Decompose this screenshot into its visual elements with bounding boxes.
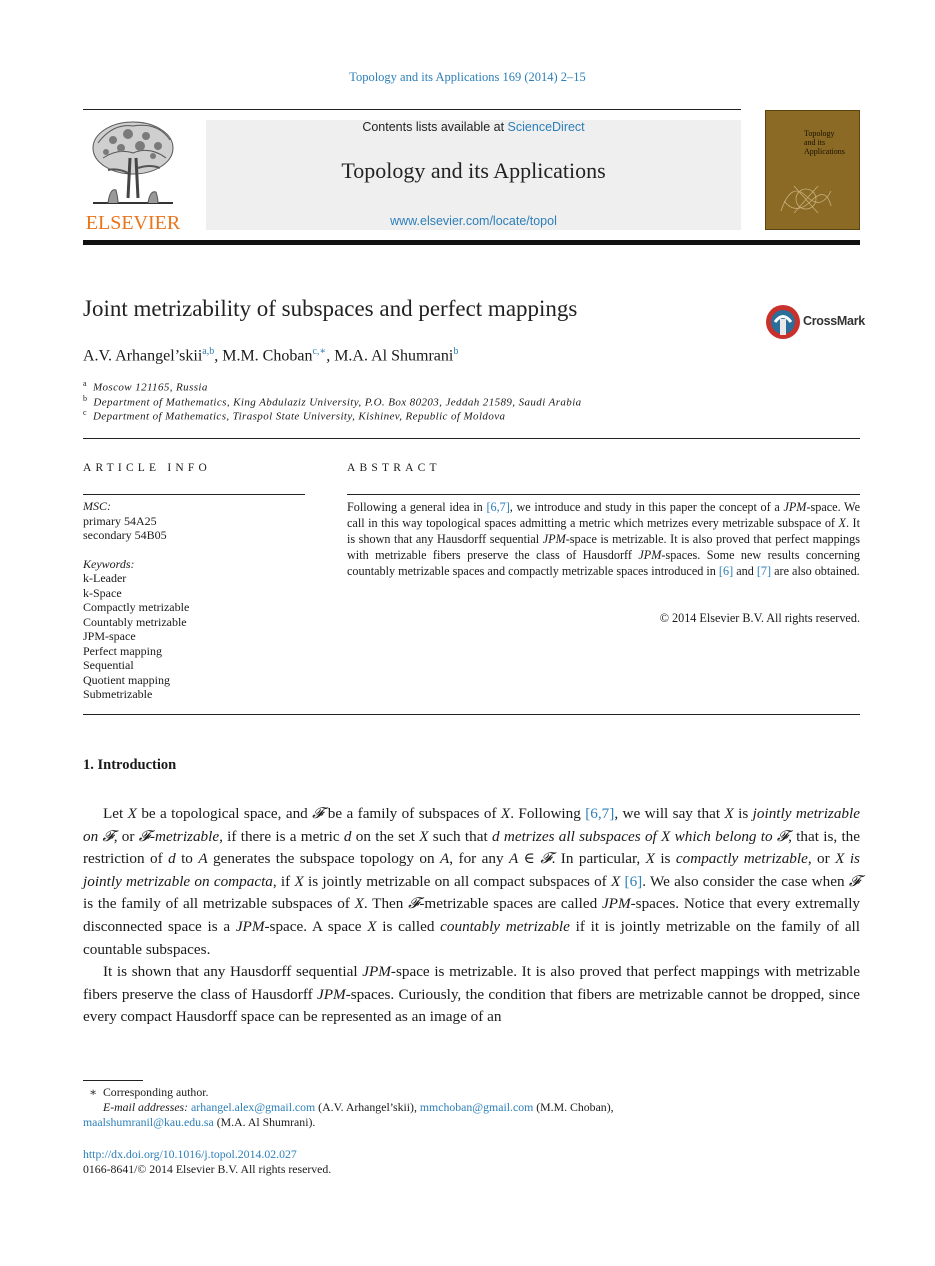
cover-title-line: Applications [804,147,845,156]
journal-reference-link[interactable]: Topology and its Applications 169 (2014) 2–15 [349,70,586,84]
article-title: Joint metrizability of subspaces and perfect mappings [83,296,578,321]
abstract-rule [347,494,860,495]
doi-link[interactable]: http://dx.doi.org/10.1016/j.topol.2014.02.027 [83,1147,297,1161]
author-separator: , [214,347,223,365]
citation-link[interactable]: [6] [624,872,643,890]
doi-block [83,1147,331,1177]
cover-artwork-icon [776,171,836,221]
keyword-item: k-Space [83,585,122,600]
affiliation-a [83,379,208,394]
keyword-item: Compactly metrizable [83,600,190,614]
email-link[interactable]: mmchoban@gmail.com [419,1100,534,1114]
author-affiliation-mark[interactable]: a,b [202,346,215,357]
section-heading-introduction: 1. Introduction [83,757,177,773]
journal-homepage-link[interactable]: www.elsevier.com/locate/topol [390,214,557,228]
affiliation-b [83,394,582,409]
keyword-item: Sequential [83,658,134,672]
sciencedirect-link[interactable]: ScienceDirect [507,120,585,134]
affiliation-mark: c [83,408,87,417]
affiliation-divider [83,438,860,439]
elsevier-wordmark: ELSEVIER [85,212,181,234]
email-link[interactable]: maalshumranil@kau.edu.sa [83,1115,214,1129]
keywords-label: Keywords: [83,556,135,571]
contents-line [206,120,741,134]
author-separator: , [326,347,335,365]
footnote-rule [83,1080,143,1081]
crossmark-badge[interactable] [765,303,865,341]
footnotes: ∗ Corresponding author. E-mail addresses: arhangel.alex@gmail.com (A.V. Arhangel’skii), mmchoban@gmail.com (M.M. Choban), maalshumranil@kau.edu.sa (M.A. Al Shumrani). [83,1085,614,1129]
affiliation-mark: b [83,394,88,403]
article-info-list [83,499,189,702]
affiliation-text: Department of Mathematics, Tiraspol State University, Kishinev, Republic of Moldova [92,410,506,423]
msc-label: MSC: [83,499,111,513]
email-label: E-mail addresses: [103,1100,189,1114]
cover-title-line: Topology [804,129,835,138]
msc-code: secondary 54B05 [83,528,167,542]
issn-line: 0166-8641/© 2014 Elsevier B.V. All rights reserved. [83,1162,332,1176]
citation-link[interactable]: [6] [718,564,734,578]
header-top-rule [83,109,741,110]
footnote-star: ∗ [89,1085,98,1099]
affiliation-text: Department of Mathematics, King Abdulaziz University, P.O. Box 80203, Jeddah 21589, Saudi Arabia [93,396,582,409]
contents-prefix: Contents lists available at [362,120,505,134]
crossmark-label: CrossMark [803,314,865,328]
keyword-item: JPM-space [83,629,136,643]
keyword-item: Countably metrizable [83,614,187,629]
cover-title-line: and its [804,138,826,147]
abstract-divider [83,714,860,715]
journal-title: Topology and its Applications [341,158,606,183]
citation-link[interactable]: [7] [756,564,772,578]
elsevier-logo[interactable] [83,118,183,233]
keyword-item: Quotient mapping [83,672,170,687]
paragraph: Let X be a topological space, and 𝓕 be a family of subspaces of X. Following [6,7], we will say that X is jointly metrizable on 𝓕, or 𝓕-metrizable, if there is a metric d on the set X such that d metrizes all subspaces of X which belong to 𝓕, that is, the restriction of d to A generates the subspace topology on A, for any A ∈ 𝓕. In particular, X is compactly metrizable, or X is jointly metrizable on compacta, if X is jointly metrizable on all compact subspaces of X [6]. We also consider the case when 𝓕 is the family of all metrizable subspaces of X. Then 𝓕-metrizable spaces are called JPM-spaces. Notice that every extremally disconnected space is a JPM-space. A space X is called countably metrizable if it is jointly metrizable on the family of all countable subspaces. [83,805,861,958]
author-affiliation-mark[interactable]: c,∗ [312,346,327,357]
citation-link[interactable]: [6,7] [486,500,510,514]
paragraph: It is shown that any Hausdorff sequential JPM-space is metrizable. It is also proved that perfect mappings with metrizable fibers preserve the class of Hausdorff JPM-spaces. Curiously, the condition that fibers are metrizable cannot be dropped, since every compact Hausdorff space can be represented as an image of an [83,963,860,1026]
crossmark-icon [765,303,801,341]
cover-title [804,129,845,156]
keyword-item: Submetrizable [83,687,153,701]
introduction-body [83,803,860,1029]
author-affiliation-mark[interactable]: b [453,346,459,357]
author-name[interactable]: M.M. Choban [222,347,313,365]
abstract-heading: ABSTRACT [347,462,441,474]
abstract-text: Following a general idea in [6,7], we introduce and study in this paper the concept of a JPM-space. We call in this way topological spaces admitting a metric which metrizes every metrizable subspace of X. It is shown that any Hausdorff sequential JPM-space is metrizable. It is also proved that perfect mappings with metrizable fibers preserve the class of Hausdorff JPM-spaces. Some new results concerning countably metrizable spaces and compactly metrizable spaces introduced in [6] and [7] are also obtained. [347,500,860,578]
keyword-item: Perfect mapping [83,643,162,658]
affiliation-mark: a [83,379,87,388]
article-info-rule [83,494,305,495]
citation-link[interactable]: [6,7] [585,805,615,822]
author-name[interactable]: M.A. Al Shumrani [334,347,454,365]
affiliation-text: Moscow 121165, Russia [92,381,208,394]
author-list [83,346,458,365]
affiliation-c [83,408,505,423]
header-bottom-rule [83,240,860,245]
journal-cover-thumbnail[interactable] [765,110,860,230]
elsevier-tree-icon [88,118,178,210]
abstract-copyright: © 2014 Elsevier B.V. All rights reserved. [659,611,860,625]
email-link[interactable]: arhangel.alex@gmail.com [191,1100,316,1114]
author-name[interactable]: A.V. Arhangel’skii [83,347,203,365]
corresponding-author-note: Corresponding author. [102,1085,209,1099]
msc-code: primary 54A25 [83,513,157,528]
article-info-heading: ARTICLE INFO [83,462,211,474]
journal-header-box [206,120,741,230]
keyword-item: k-Leader [83,571,127,585]
